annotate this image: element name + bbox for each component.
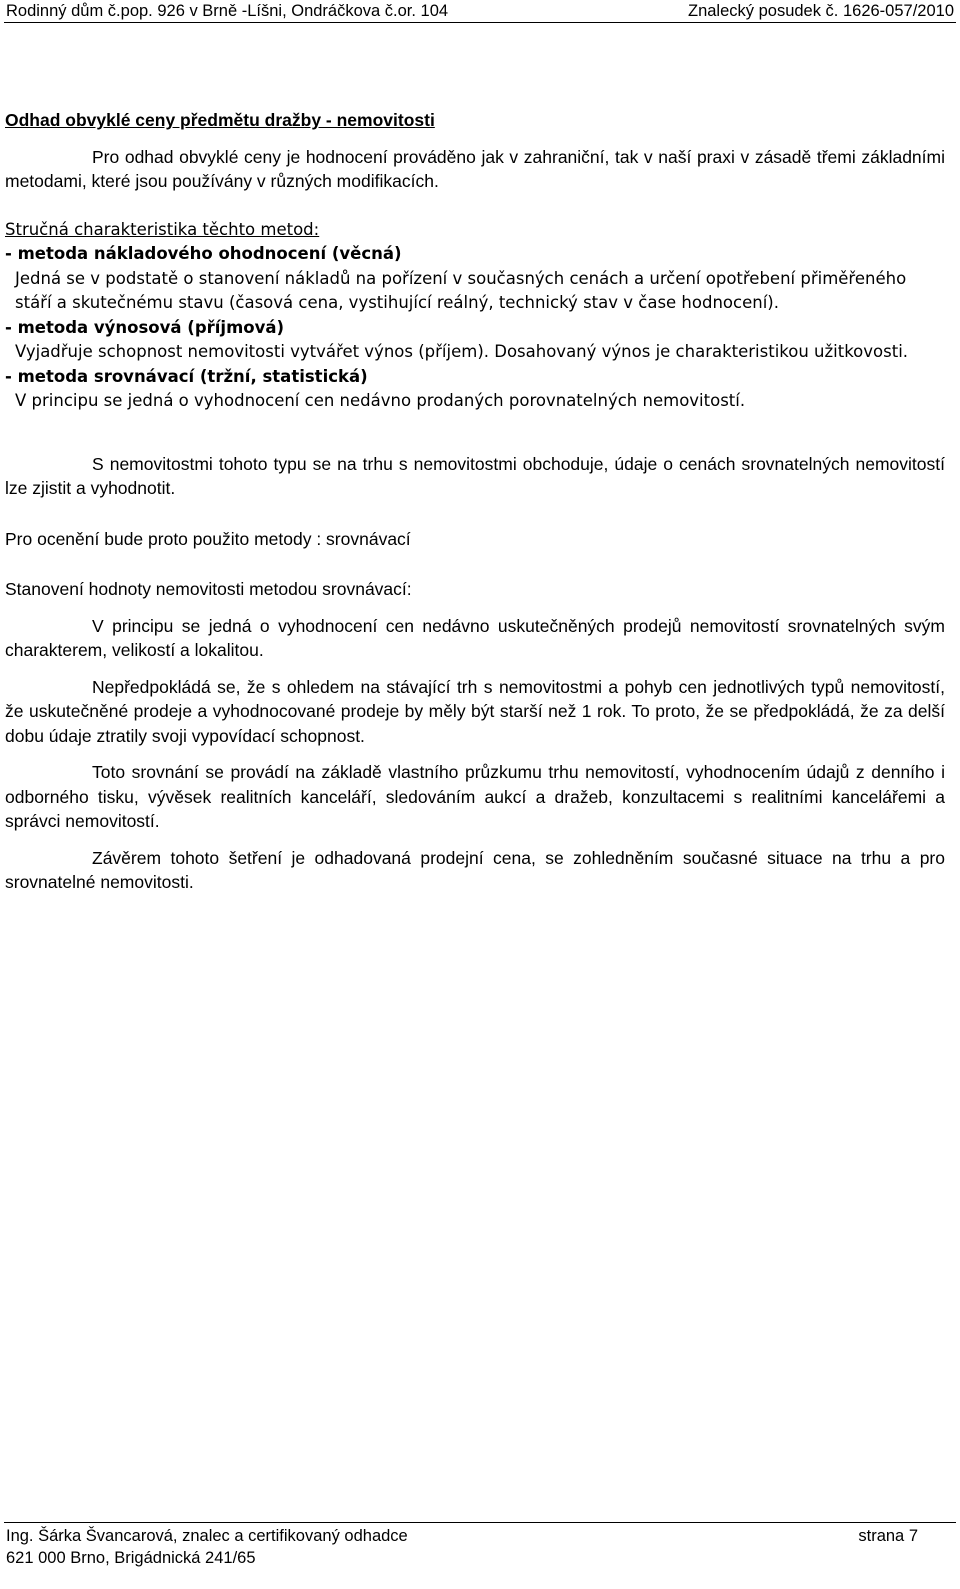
header-property-title: Rodinný dům č.pop. 926 v Brně -Líšni, Ondráčkova č.or. 104 xyxy=(6,2,449,20)
method-choice: Pro ocenění bude proto použito metody : srovnávací xyxy=(5,528,411,549)
page-number: strana 7 xyxy=(858,1527,918,1545)
page-header xyxy=(4,0,956,23)
footer-address: 621 000 Brno, Brigádnická 241/65 xyxy=(6,1549,256,1567)
page-footer xyxy=(4,1522,956,1569)
section-title: Odhad obvyklé ceny předmětu dražby - nemovitosti xyxy=(5,110,435,130)
methods-heading: Stručná charakteristika těchto metod: xyxy=(5,219,320,239)
method-comparative-title: - metoda srovnávací (tržní, statistická) xyxy=(5,366,368,386)
method-comparative-description: V principu se jedná o vyhodnocení cen nedávno prodaných porovnatelných nemovitostí. xyxy=(15,391,746,410)
method-income-title: - metoda výnosová (příjmová) xyxy=(5,317,285,337)
method-cost-title: - metoda nákladového ohodnocení (věcná) xyxy=(5,244,402,263)
valuation-paragraph-3: Toto srovnání se provádí na základě vlastního průzkumu trhu nemovitostí, vyhodnocením údajů z denního i odborného tisku, vývěsek realitních kanceláří, sledováním aukcí a dražeb, konzultacemi s realitními kancelářemi a správci nemovitostí. xyxy=(5,762,945,831)
header-report-number: Znalecký posudek č. 1626-057/2010 xyxy=(687,2,954,20)
valuation-paragraph-2: Nepředpokládá se, že s ohledem na stávající trh s nemovitostmi a pohyb cen jednotlivých typů nemovitostí, že uskutečněné prodeje a vyhodnocované prodeje by měly být starší než 1 rok. To proto, že se předpokládá, že za delší dobu údaje ztratily svoji vypovídací schopnost. xyxy=(5,676,945,746)
valuation-paragraph-4: Závěrem tohoto šetření je odhadovaná prodejní cena, se zohledněním současné situace na trhu a pro srovnatelné nemovitosti. xyxy=(5,847,945,892)
valuation-heading: Stanovení hodnoty nemovitosti metodou srovnávací: xyxy=(5,579,412,599)
footer-author: Ing. Šárka Švancarová, znalec a certifikovaný odhadce xyxy=(6,1527,408,1545)
intro-paragraph: Pro odhad obvyklé ceny je hodnocení prováděno jak v zahraniční, tak v naší praxi v zásadě třemi základními metodami, které jsou používány v různých modifikacích. xyxy=(5,146,945,191)
valuation-paragraph-1: V principu se jedná o vyhodnocení cen nedávno uskutečněných prodejů nemovitostí srovnatelných svým charakterem, velikostí a lokalitou. xyxy=(5,615,945,660)
market-paragraph: S nemovitostmi tohoto typu se na trhu s nemovitostmi obchoduje, údaje o cenách srovnatelných nemovitostí lze zjistit a vyhodnotit. xyxy=(5,453,945,498)
method-cost-description: Jedná se v podstatě o stanovení nákladů na pořízení v současných cenách a určení opotřebení přiměřeného stáří a skutečnému stavu (časová cena, vystihující reálný, technický stav v čase hodnocení). xyxy=(15,268,907,312)
method-income-description: Vyjadřuje schopnost nemovitosti vytvářet výnos (příjem). Dosahovaný výnos je charakteristikou užitkovosti. xyxy=(15,342,909,361)
document-body xyxy=(5,108,945,895)
